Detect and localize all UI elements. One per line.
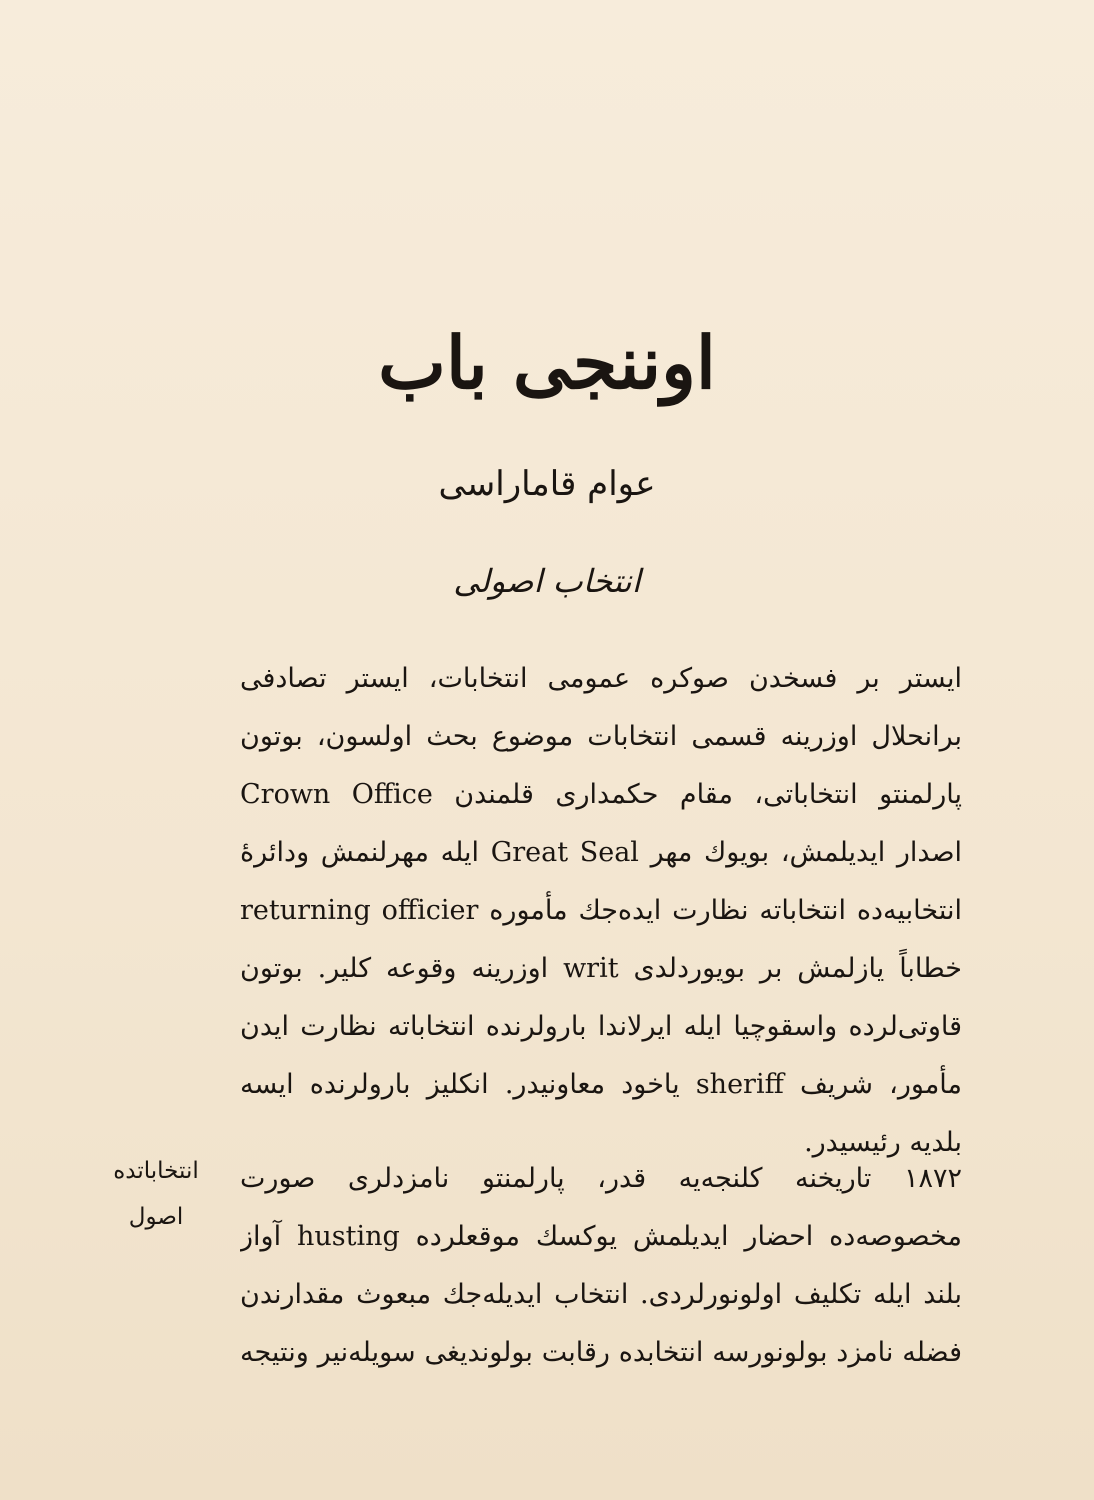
section-title: عوام قاماراسی (438, 464, 656, 504)
paragraph-1 (240, 650, 962, 1172)
text-line: مأمور، شریف sheriff یاخود معاونیدر. انکلیز بارولرنده ایسه (240, 1069, 962, 1100)
text-line: بلند ایله تکلیف اولونورلردی. انتخاب ایدیله‌جك مبعوث مقدارندن (240, 1279, 962, 1310)
margin-note (96, 1148, 216, 1240)
margin-note-line: انتخاباتده (113, 1158, 199, 1184)
text-line: پارلمنتو انتخاباتی، مقام حکمداری قلمندن Crown Office (240, 779, 962, 810)
subsection-title: انتخاب اصولی (453, 562, 641, 600)
margin-note-line: اصول (128, 1204, 184, 1230)
text-line: برانحلال اوزرینه قسمی انتخابات موضوع بحث اولسون، بوتون (240, 721, 962, 752)
paragraph-2 (240, 1150, 962, 1382)
text-line: خطاباً یازلمش بر بویوردلدی writ اوزرینه وقوعه کلیر. بوتون (240, 953, 962, 984)
text-line: ایستر بر فسخدن صوکره عمومی انتخابات، ایستر تصادفی (240, 663, 962, 694)
text-line: بلدیه رئیسیدر. (804, 1127, 962, 1158)
text-line: مخصوصه‌ده احضار ایدیلمش یوکسك موقعلرده husting آواز (240, 1221, 962, 1252)
text-line: قاوتی‌لرده واسقوچیا ایله ایرلاندا بارولرنده انتخاباته نظارت ایدن (240, 1011, 962, 1042)
text-line: انتخابیه‌ده انتخاباته نظارت ایده‌جك مأموره returning officier (240, 895, 962, 926)
text-line: ۱۸۷۲ تاریخنه کلنجه‌یه قدر، پارلمنتو نامزدلری صورت (240, 1163, 962, 1194)
text-line: فضله نامزد بولونورسه انتخابده رقابت بولوندیغی سویله‌نیر ونتیجه (240, 1337, 962, 1368)
text-line: اصدار ایدیلمش، بویوك مهر Great Seal ایله مهرلنمش ودائرهٔ (240, 837, 962, 868)
chapter-title: اوننجی باب (378, 320, 716, 405)
